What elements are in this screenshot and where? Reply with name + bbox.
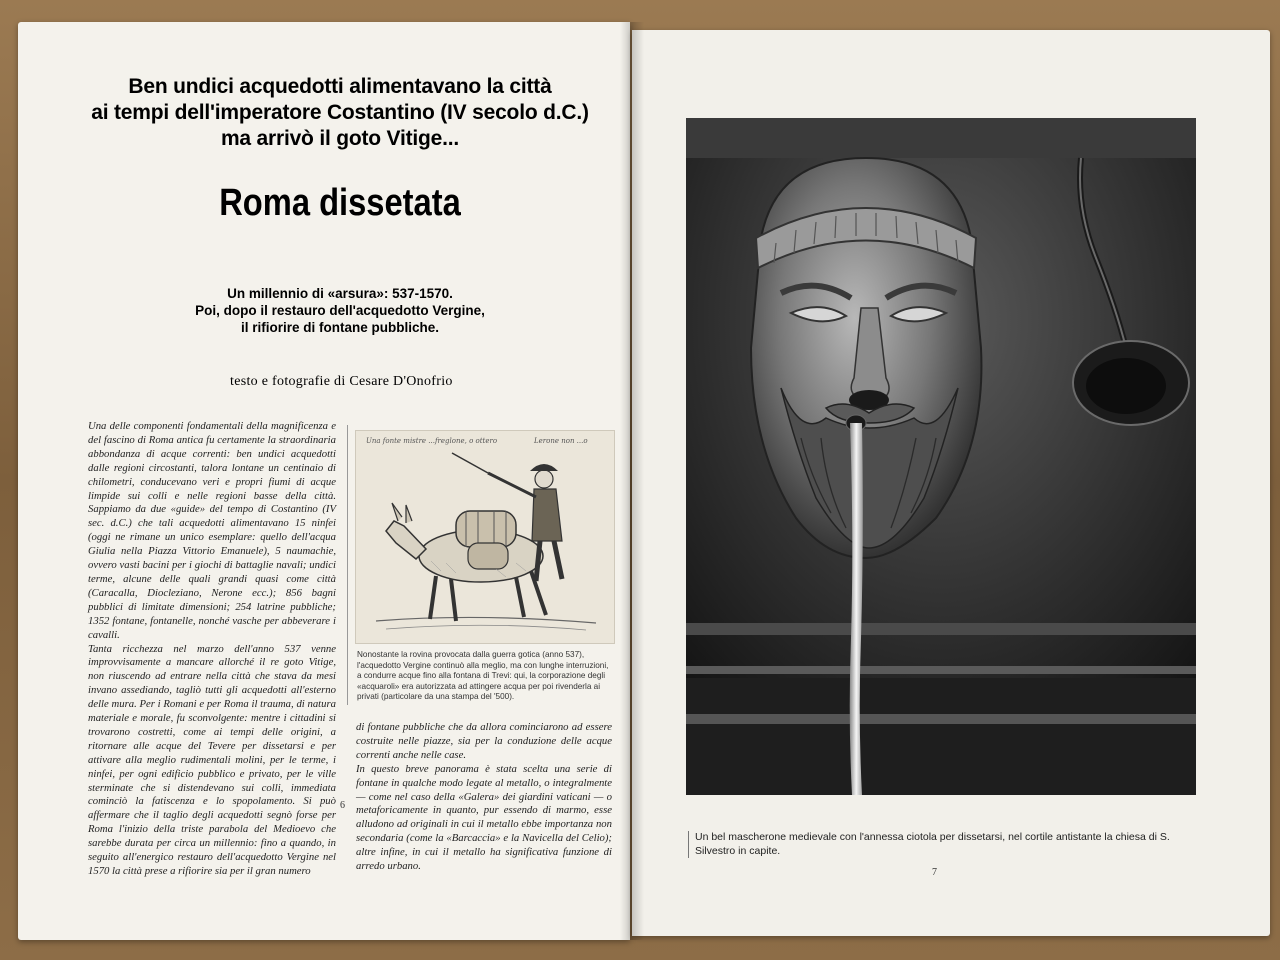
column-divider: [347, 425, 348, 705]
headline-line: ai tempi dell'imperatore Costantino (IV secolo d.C.): [91, 101, 589, 124]
headline: [60, 74, 620, 152]
engraving-illustration: [355, 430, 615, 644]
book-gutter: [620, 22, 644, 940]
photo-caption: Un bel mascherone medievale con l'annessa ciotola per dissetarsi, nel cortile antistante la chiesa di S. Silvestro in capite.: [688, 831, 1185, 858]
byline: testo e fotografie di Cesare D'Onofrio: [230, 374, 453, 389]
body-column-2: [356, 721, 612, 874]
article-title: Roma dissetata: [219, 182, 461, 224]
headline-line: Ben undici acquedotti alimentavano la città: [128, 75, 552, 98]
body-paragraph: Tanta ricchezza nel marzo dell'anno 537 venne improvvisamente a mancare allorché il re goto Vitige, non riuscendo ad entrare nella città che stava da mesi invano assediando, tagliò tutti gli acquedotti all'esterno delle mura. Per i Romani e per Roma il trauma, di natura materiale e morale, fu sconvolgente: mentre i cittadini si trovarono costretti, come ai tempi delle origini, a ritornare alle acque del Tevere per dissetarsi e per attivare alla meglio rudimentali molini, per le terme, i ninfei, per ogni edificio pubblico e privato, per le ville sterminate che si distendevano sui colli, immediata cominciò la fatiscenza e lo spopolamento. Si può affermare che il taglio degli acquedotti segnò forse per Roma l'inizio della triste parabola del Medioevo che sarebbe durata per circa un millennio: fino a quando, in seguito all'energico restauro dell'acquedotto Vergine nel 1570 la città prese a rifiorire sia per il gran numero: [88, 642, 336, 877]
body-column-1: [88, 420, 336, 879]
subtitle-line: Un millennio di «arsura»: 537-1570.: [227, 286, 453, 301]
headline-line: ma arrivò il goto Vitige...: [220, 127, 460, 150]
engraving-label: Una fonte mistre ...freglone, o ottero: [366, 437, 498, 445]
fountain-mask-photo: [686, 118, 1196, 795]
body-paragraph: In questo breve panorama è stata scelta una serie di fontane in qualche modo legate al metallo, o integralmente — come nel caso della «Galera» dei giardini vaticani — o metaforicamente in quanto, pur essendo di marmo, esse alludono ad originali in cui il metallo ebbe importanza non secondaria (come la «Barcaccia» e la Navicella del Celio); altre infine, in cui il metallo ha significativa funzione di arredo urbano.: [356, 762, 612, 873]
engraving-label: Lerone non ...o: [534, 437, 588, 445]
body-paragraph: di fontane pubbliche che da allora cominciarono ad essere costruite nelle piazze, sia per la conduzione delle acque correnti anche nelle case.: [356, 721, 612, 761]
illustration-caption: Nonostante la rovina provocata dalla guerra gotica (anno 537), l'acquedotto Vergine continuò alla meglio, ma con lunghe interruzioni, a condurre acque fino alla fontana di Trevi: qui, la corporazione degli «acquaroli» era autorizzata ad attingere acqua per poi rivenderla ai privati (particolare da una stampa del '500).: [357, 650, 609, 702]
body-paragraph: Una delle componenti fondamentali della magnificenza e del fascino di Roma antica fu certamente la straordinaria abbondanza di acque correnti: ben undici acquedotti dalle regioni circostanti, talora lontane un centinaio di chilometri, conducevano veri e propri fiumi di acque limpide sui colli e nelle regioni basse della città. Sappiamo da due «guide» del tempo di Costantino (IV sec. d.C.) che tali acquedotti alimentavano 15 ninfei (oggi ne rimane un unico esemplare: quello dell'acqua Giulia nella Piazza Vittorio Emanuele), 5 naumachie, ovvero vasti bacini per i giochi di battaglie navali; undici terme, alcune delle quali grandi quasi come città (Caracalla, Diocleziano, Nerone ecc.); 856 bagni pubblici di limitate dimensioni; 254 latrine pubbliche; 1352 fontane, fontanelle, nonché vasche per abbeverare i cavalli.: [88, 420, 336, 641]
subtitle-line: il rifiorire di fontane pubbliche.: [240, 320, 439, 335]
subtitle: [140, 285, 540, 336]
page-number: 6: [340, 800, 345, 811]
page-number: 7: [932, 867, 937, 878]
subtitle-line: Poi, dopo il restauro dell'acquedotto Vergine,: [195, 303, 485, 318]
